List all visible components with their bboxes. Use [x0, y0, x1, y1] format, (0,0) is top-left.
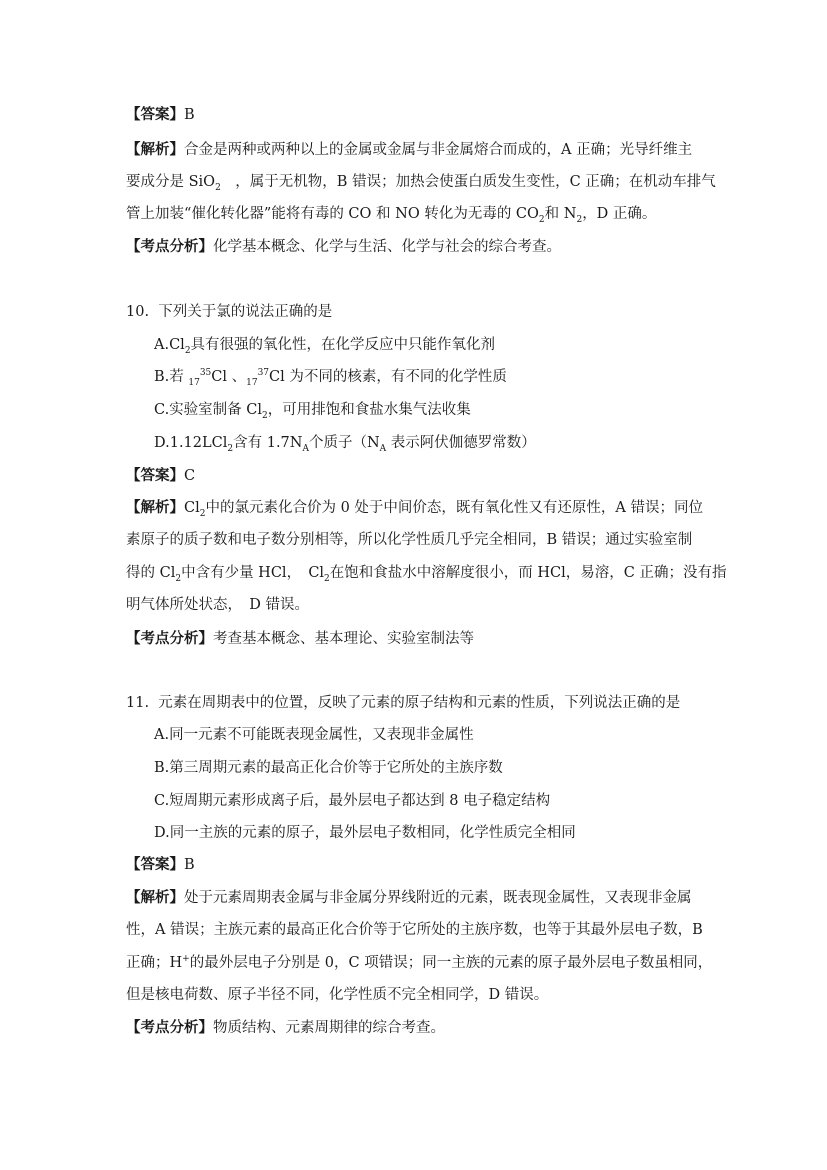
- key-point-tag: 【考点分析】: [126, 1019, 213, 1036]
- superscript: 35: [199, 368, 212, 379]
- option-text: C.短周期元素形成离子后，最外层电子都达到 8 电子稳定结构: [154, 793, 551, 809]
- key-point-line: [126, 629, 706, 649]
- option-text: D.同一主族的元素的原子，最外层电子数相同，化学性质完全相同: [154, 825, 576, 841]
- question-stem: [126, 302, 706, 322]
- option-text: C.实验室制备 Cl: [154, 402, 263, 418]
- explanation-line: [126, 204, 706, 224]
- explanation-line: [126, 498, 706, 518]
- explanation-text: Cl: [184, 500, 200, 516]
- explanation-text: ，属于无机物，B 错误；加热会使蛋白质发生变性，C 正确；在机动车排气: [220, 174, 716, 190]
- option-text: B.第三周期元素的最高正化合价等于它所处的主族序数: [154, 760, 503, 776]
- key-point-line: [126, 1018, 706, 1038]
- option-a: [154, 335, 734, 355]
- explanation-line: [126, 172, 716, 193]
- key-point-text: 考查基本概念、基本理论、实验室制法等: [213, 631, 474, 647]
- explanation-line: [126, 140, 706, 160]
- explanation-text: 管上加装“催化转化器”能将有毒的 CO 和 NO 转化为无毒的 CO: [126, 206, 539, 222]
- subscript: 2: [175, 573, 182, 584]
- option-text: B.若: [154, 369, 189, 385]
- explanation-text: 要成分是 SiO: [126, 174, 216, 190]
- option-b: [154, 758, 734, 778]
- answer-tag: 【答案】: [126, 467, 184, 484]
- explanation-text: 性，A 错误；主族元素的最高正化合价等于它所处的主族序数，也等于其最外层电子数，B: [126, 922, 703, 938]
- option-text: D.1.12LCl: [154, 435, 228, 451]
- explanation-line: [126, 888, 706, 908]
- explanation-text: 明气体所处状态， D 错误。: [126, 597, 309, 613]
- option-c: [154, 791, 734, 811]
- key-point-text: 物质结构、元素周期律的综合考查。: [213, 1020, 445, 1036]
- explanation-text: 和 N: [544, 206, 577, 222]
- explanation-text: 但是核电荷数、原子半径不同，化学性质不完全相同学，D 错误。: [126, 987, 549, 1003]
- option-text: 个质子（N: [308, 435, 380, 451]
- explanation-line: [126, 530, 706, 550]
- superscript: +: [182, 954, 190, 965]
- option-d: [154, 823, 734, 843]
- key-point-tag: 【考点分析】: [126, 630, 213, 647]
- explanation-text: 在饱和食盐水中溶解度很小，而 HCl，易溶，C 正确；没有指: [329, 565, 727, 581]
- answer-tag: 【答案】: [126, 106, 184, 123]
- subscript: 2: [184, 345, 191, 356]
- answer-line: [126, 855, 706, 875]
- answer-value: B: [184, 857, 195, 873]
- explanation-text: 素原子的质子数和电子数分别相等，所以化学性质几乎完全相同，B 错误；通过实验室制: [126, 532, 693, 548]
- option-text: 具有很强的氧化性，在化学反应中只能作氧化剂: [190, 337, 496, 353]
- explanation-tag: 【解析】: [126, 499, 184, 516]
- question-number: 10.: [126, 304, 150, 320]
- question-number: 11.: [126, 695, 150, 711]
- answer-value: C: [184, 468, 196, 484]
- explanation-line: [126, 563, 727, 584]
- option-text: 表示阿伏伽德罗常数）: [386, 435, 536, 451]
- answer-value: B: [184, 107, 195, 123]
- superscript: 37: [257, 368, 270, 379]
- subscript: 17: [188, 377, 200, 388]
- subscript: 2: [324, 573, 330, 584]
- explanation-line: [126, 920, 706, 940]
- subscript: 2: [576, 214, 583, 225]
- subscript: 2: [538, 214, 545, 225]
- question-text: 下列关于氯的说法正确的是: [158, 304, 333, 320]
- subscript: 17: [246, 377, 258, 388]
- explanation-text: 的最外层电子分别是 0，C 项错误；同一主族的元素的原子最外层电子数虽相同，: [189, 955, 713, 971]
- option-text: 含有 1.7N: [233, 435, 303, 451]
- option-text: A.Cl: [154, 337, 185, 353]
- subscript: 2: [215, 182, 221, 193]
- subscript: 2: [262, 410, 268, 421]
- explanation-line: [126, 595, 706, 615]
- option-text: ，可用排饱和食盐水集气法收集: [267, 402, 471, 418]
- answer-line: [126, 105, 706, 125]
- option-text: Cl 为不同的核素，有不同的化学性质: [269, 369, 507, 385]
- explanation-text: 正确；H: [126, 955, 183, 971]
- explanation-line: [126, 985, 706, 1005]
- option-b: [154, 367, 734, 387]
- explanation-tag: 【解析】: [126, 141, 184, 158]
- key-point-tag: 【考点分析】: [126, 238, 213, 255]
- explanation-text: 中含有少量 HCl， Cl: [181, 565, 325, 581]
- answer-tag: 【答案】: [126, 856, 184, 873]
- explanation-text: ，D 正确。: [582, 206, 657, 222]
- subscript: 2: [199, 508, 206, 519]
- option-d: [154, 433, 734, 453]
- explanation-text: 处于元素周期表金属与非金属分界线附近的元素，既表现金属性，又表现非金属: [184, 890, 692, 906]
- key-point-line: [126, 237, 706, 257]
- explanation-text: 合金是两种或两种以上的金属或金属与非金属熔合而成的，A 正确；光导纤维主: [184, 142, 693, 158]
- question-text: 元素在周期表中的位置，反映了元素的原子结构和元素的性质，下列说法正确的是: [158, 695, 681, 711]
- subscript: A: [379, 443, 387, 454]
- explanation-text: 得的 Cl: [126, 565, 176, 581]
- subscript: 2: [227, 443, 234, 454]
- option-text: A.同一元素不可能既表现金属性，又表现非金属性: [154, 727, 474, 743]
- key-point-text: 化学基本概念、化学与生活、化学与社会的综合考查。: [213, 239, 561, 255]
- subscript: A: [302, 443, 309, 454]
- answer-line: [126, 466, 706, 486]
- option-a: [154, 725, 734, 745]
- explanation-text: 中的氯元素化合价为 0 处于中间价态，既有氧化性又有还原性，A 错误；同位: [205, 500, 703, 516]
- option-text: Cl 、: [211, 369, 247, 385]
- explanation-line: [126, 953, 713, 973]
- question-stem: [126, 693, 706, 713]
- explanation-tag: 【解析】: [126, 889, 184, 906]
- option-c: [154, 400, 734, 420]
